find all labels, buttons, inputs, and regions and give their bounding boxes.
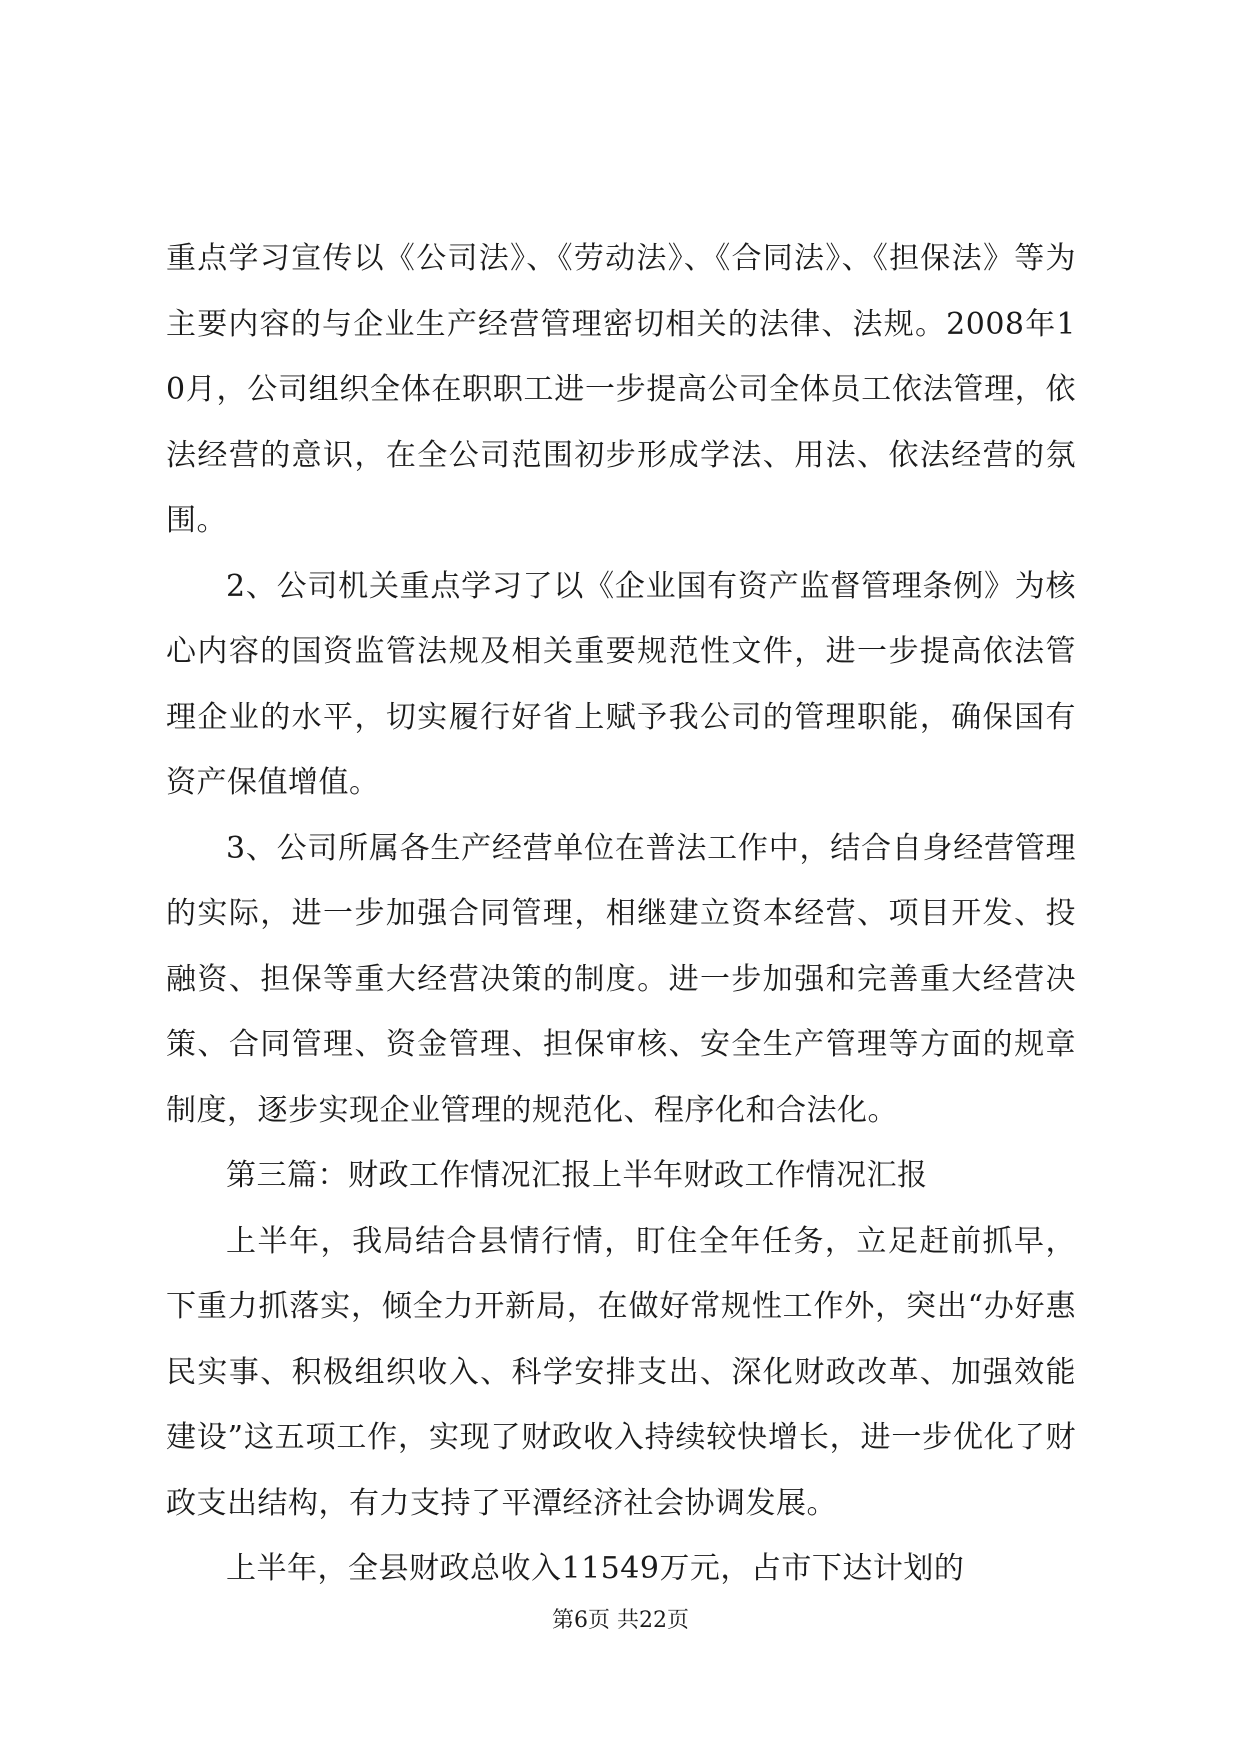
- document-body: [166, 226, 1076, 1602]
- paragraph-1: 重点学习宣传以《公司法》、《劳动法》、《合同法》、《担保法》等为主要内容的与企业生产经营管理密切相关的法律、法规。2008年10月，公司组织全体在职职工进一步提高公司全体员工依法管理，依法经营的意识，在全公司范围初步形成学法、用法、依法经营的氛围。: [166, 241, 1076, 538]
- page-footer: 第6页 共22页: [552, 1608, 689, 1633]
- paragraph-5: 上半年，全县财政总收入11549万元，占市下达计划的: [226, 1551, 965, 1586]
- paragraph-3: 3、公司所属各生产经营单位在普法工作中，结合自身经营管理的实际，进一步加强合同管理，相继建立资本经营、项目开发、投融资、担保等重大经营决策的制度。进一步加强和完善重大经营决策、合同管理、资金管理、担保审核、安全生产管理等方面的规章制度，逐步实现企业管理的规范化、程序化和合法化。: [166, 830, 1076, 1128]
- section-heading: 第三篇：财政工作情况汇报上半年财政工作情况汇报: [226, 1158, 928, 1193]
- paragraph-2: 2、公司机关重点学习了以《企业国有资产监督管理条例》为核心内容的国资监管法规及相关重要规范性文件，进一步提高依法管理企业的水平，切实履行好省上赋予我公司的管理职能，确保国有资产保值增值。: [166, 568, 1076, 800]
- paragraph-4: 上半年，我局结合县情行情，盯住全年任务，立足赶前抓早，下重力抓落实，倾全力开新局，在做好常规性工作外，突出“办好惠民实事、积极组织收入、科学安排支出、深化财政改革、加强效能建设”这五项工作，实现了财政收入持续较快增长，进一步优化了财政支出结构，有力支持了平潭经济社会协调发展。: [166, 1223, 1076, 1521]
